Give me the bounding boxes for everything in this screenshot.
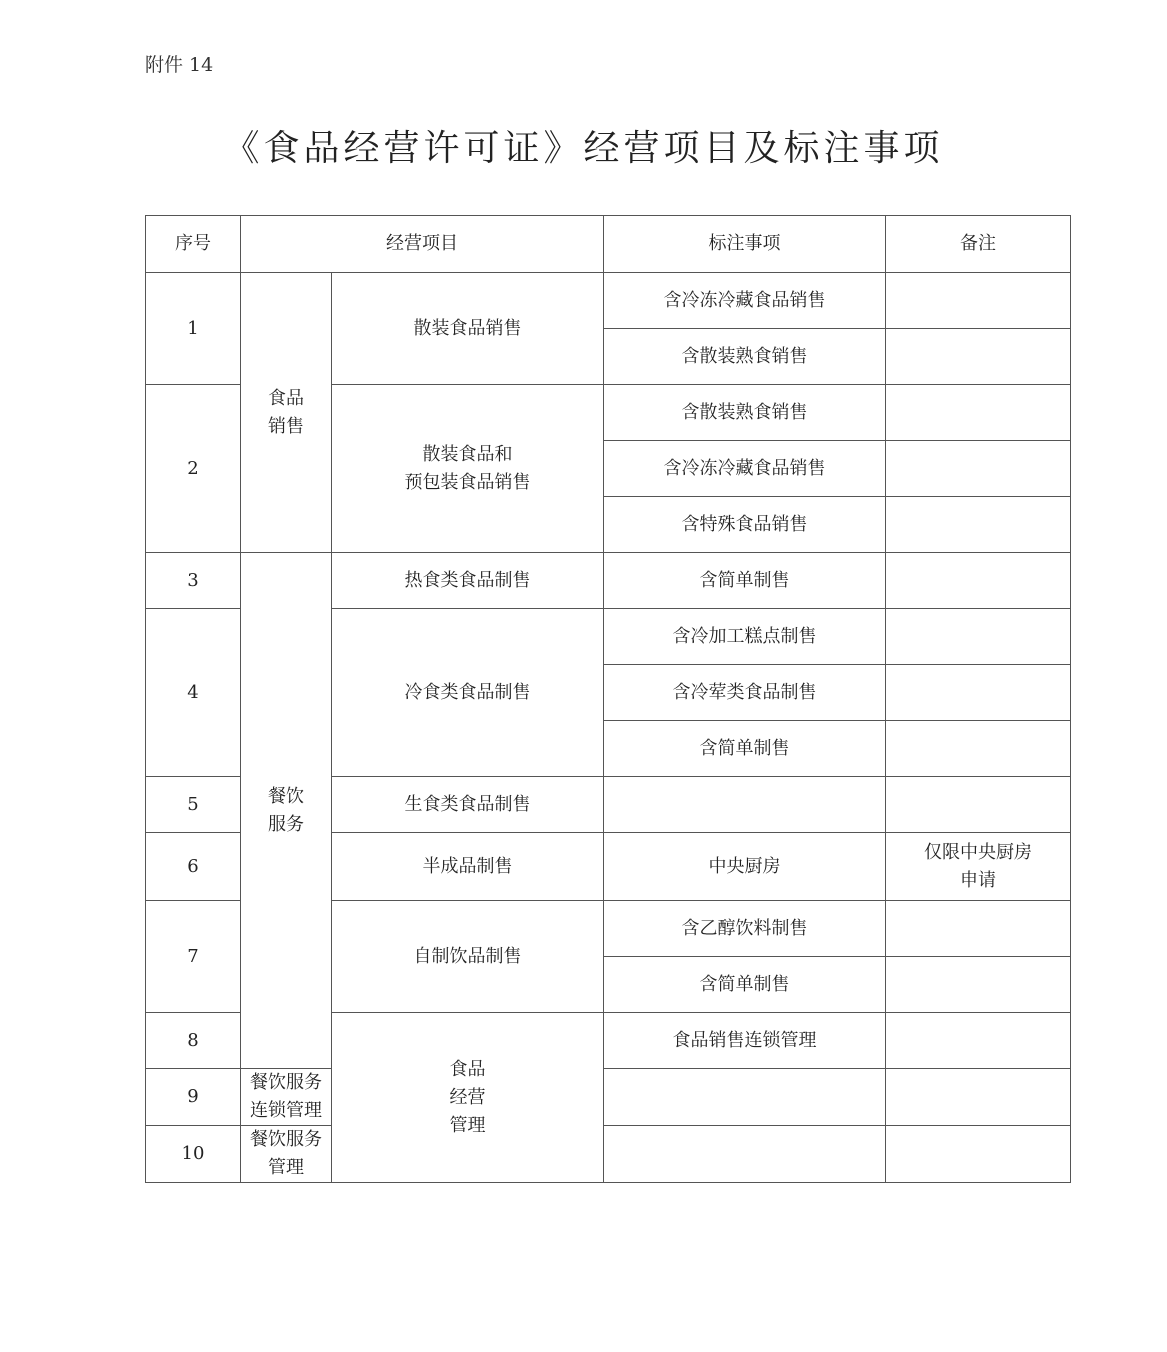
- remark-cell: [886, 1126, 1071, 1183]
- table-row: [146, 1069, 1071, 1126]
- document-title: 《食品经营许可证》经营项目及标注事项: [223, 128, 944, 169]
- marking-cell: 含特殊食品销售: [604, 497, 886, 553]
- marking-cell: [886, 1013, 1071, 1069]
- table-row: [146, 273, 1071, 329]
- category-food-business-management: 食品 经营 管理: [332, 1013, 604, 1183]
- marking-cell: 含冷荤类食品制售: [604, 665, 886, 721]
- row-number: 4: [146, 609, 241, 777]
- remark-cell: [886, 441, 1071, 497]
- marking-cell: 含简单制售: [604, 957, 886, 1013]
- row-number: 5: [146, 777, 241, 833]
- row-number: 1: [146, 273, 241, 385]
- row-number: 3: [146, 553, 241, 609]
- row-number: 9: [146, 1069, 241, 1126]
- business-item: 食品销售连锁管理: [604, 1013, 886, 1069]
- row-number: 8: [146, 1013, 241, 1069]
- remark-cell: [886, 273, 1071, 329]
- remark-cell: [886, 721, 1071, 777]
- remark-cell: [886, 957, 1071, 1013]
- remark-cell: [886, 901, 1071, 957]
- marking-cell: 含冷冻冷藏食品销售: [604, 273, 886, 329]
- marking-cell: 含散装熟食销售: [604, 329, 886, 385]
- business-item: 餐饮服务管理: [241, 1126, 332, 1183]
- header-no: 序号: [146, 216, 241, 273]
- marking-cell: 含简单制售: [604, 553, 886, 609]
- marking-cell: 含乙醇饮料制售: [604, 901, 886, 957]
- business-item: 餐饮服务连锁管理: [241, 1069, 332, 1126]
- remark-cell: [886, 553, 1071, 609]
- row-number: 7: [146, 901, 241, 1013]
- attachment-label: 附件 14: [145, 54, 214, 76]
- business-item: 冷食类食品制售: [332, 609, 604, 777]
- remark-cell: 仅限中央厨房 申请: [886, 833, 1071, 901]
- remark-cell: [886, 1069, 1071, 1126]
- remark-cell: [886, 777, 1071, 833]
- header-remark: 备注: [886, 216, 1071, 273]
- marking-cell: [604, 777, 886, 833]
- header-row: [146, 216, 1071, 273]
- business-item: 自制饮品制售: [332, 901, 604, 1013]
- remark-cell: [886, 665, 1071, 721]
- marking-cell: 含简单制售: [604, 721, 886, 777]
- marking-cell: [604, 1069, 886, 1126]
- business-item: 散装食品和 预包装食品销售: [332, 385, 604, 553]
- marking-cell: 含冷加工糕点制售: [604, 609, 886, 665]
- table-row: [146, 553, 1071, 609]
- marking-cell: 中央厨房: [604, 833, 886, 901]
- remark-cell: [886, 497, 1071, 553]
- row-number: 6: [146, 833, 241, 901]
- header-project: 经营项目: [241, 216, 604, 273]
- header-marking: 标注事项: [604, 216, 886, 273]
- remark-cell: [886, 329, 1071, 385]
- business-item: 生食类食品制售: [332, 777, 604, 833]
- remark-cell: [886, 609, 1071, 665]
- business-items-table: [145, 215, 1071, 1183]
- remark-cell: [886, 385, 1071, 441]
- business-item: 热食类食品制售: [332, 553, 604, 609]
- marking-cell: 含散装熟食销售: [604, 385, 886, 441]
- row-number: 10: [146, 1126, 241, 1183]
- business-item: 散装食品销售: [332, 273, 604, 385]
- category-catering-service: 餐饮 服务: [241, 553, 332, 1069]
- category-food-sales: 食品 销售: [241, 273, 332, 553]
- row-number: 2: [146, 385, 241, 553]
- table-row: [146, 1126, 1071, 1183]
- marking-cell: [604, 1126, 886, 1183]
- business-item: 半成品制售: [332, 833, 604, 901]
- marking-cell: 含冷冻冷藏食品销售: [604, 441, 886, 497]
